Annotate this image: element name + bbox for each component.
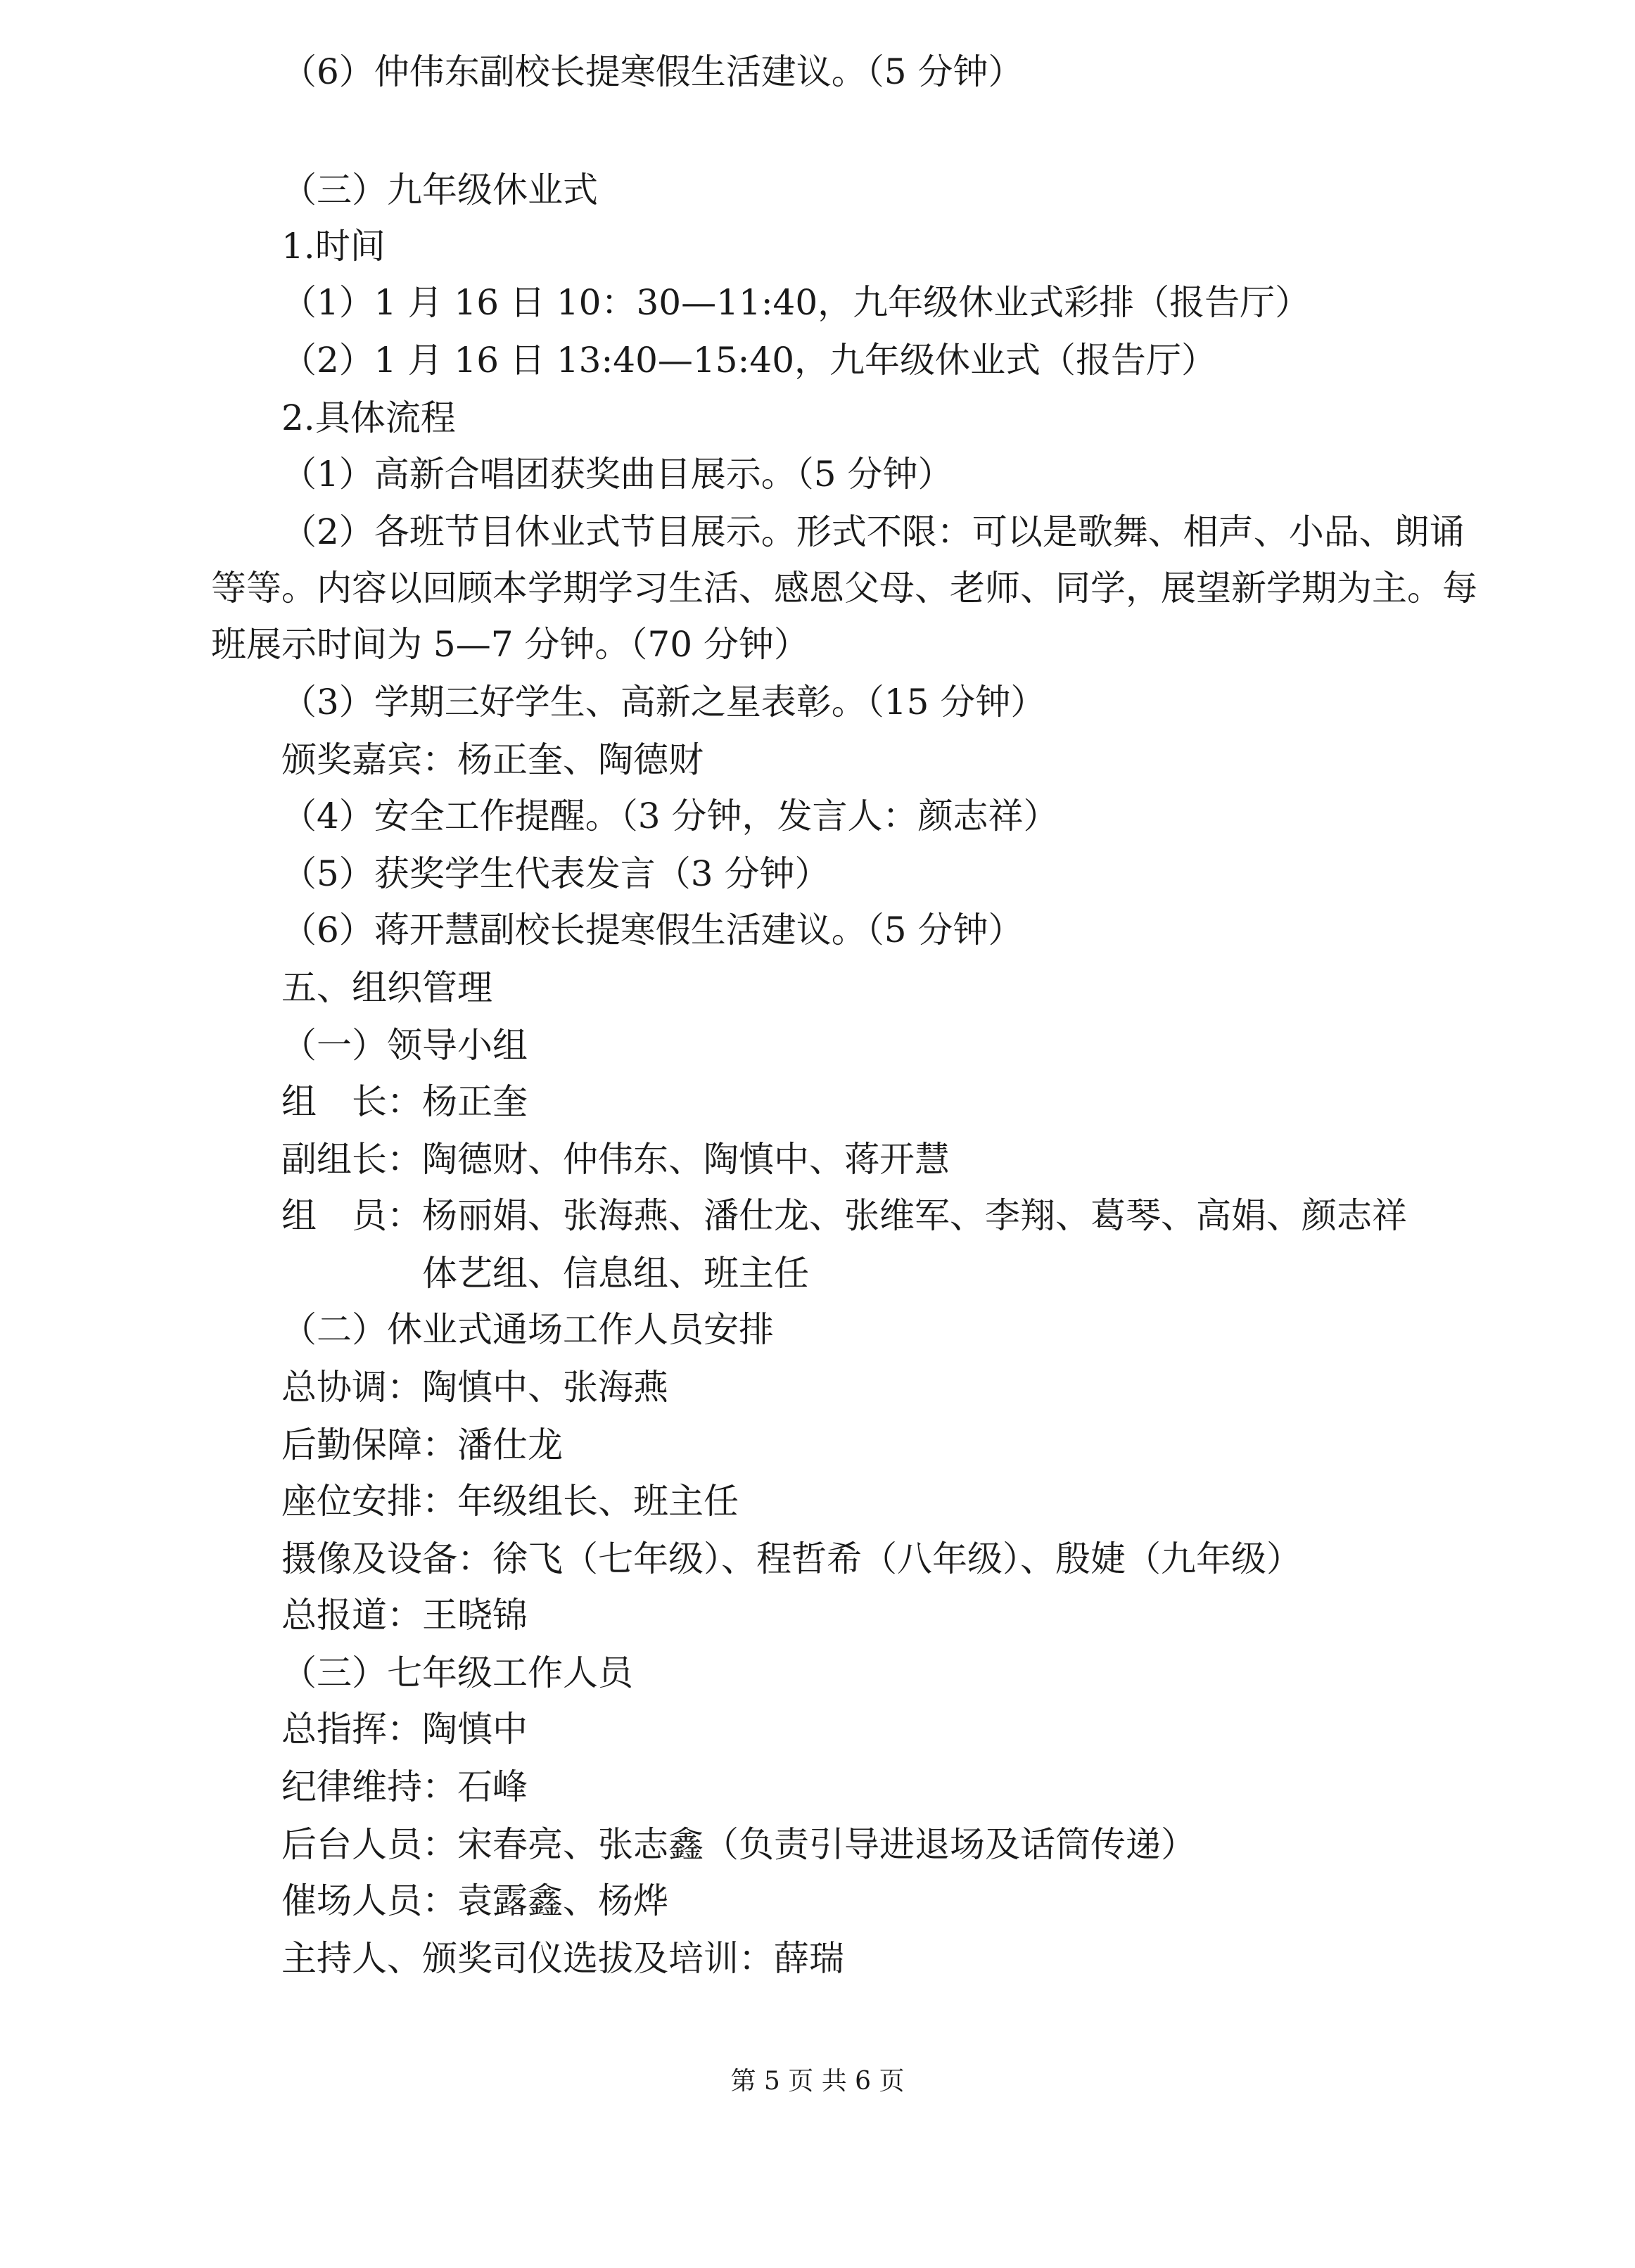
section-heading: 五、组织管理 (281, 967, 492, 1008)
text-line: （三）七年级工作人员 (281, 1652, 633, 1693)
text-line: 1.时间 (281, 226, 386, 267)
text-line: 颁奖嘉宾：杨正奎、陶德财 (281, 739, 704, 780)
text-line: 座位安排：年级组长、班主任 (281, 1481, 739, 1522)
text-line: 催场人员：袁露鑫、杨烨 (281, 1880, 668, 1921)
text-line: 组 员：杨丽娟、张海燕、潘仕龙、张维军、李翔、葛琴、高娟、颜志祥 (281, 1195, 1407, 1236)
text-line: 总报道：王晓锦 (281, 1595, 528, 1636)
text-line: 主持人、颁奖司仪选拔及培训：薛瑞 (281, 1938, 844, 1979)
section-heading: （三）九年级休业式 (281, 170, 598, 210)
text-line: 总指挥：陶慎中 (281, 1709, 528, 1750)
text-line: 副组长：陶德财、仲伟东、陶慎中、蒋开慧 (281, 1139, 950, 1180)
text-line: （6）仲伟东副校长提寒假生活建议。（5 分钟） (281, 51, 1024, 92)
text-line: （1）高新合唱团获奖曲目展示。（5 分钟） (281, 454, 953, 495)
text-line: 班展示时间为 5—7 分钟。（70 分钟） (211, 624, 809, 665)
text-line: （一）领导小组 (281, 1025, 528, 1066)
page-footer: 第 5 页 共 6 页 (730, 2067, 905, 2096)
text-line: （4）安全工作提醒。（3 分钟，发言人：颜志祥） (281, 796, 1059, 836)
text-line: （3）学期三好学生、高新之星表彰。（15 分钟） (281, 682, 1046, 722)
text-line: 组 长：杨正奎 (281, 1081, 528, 1122)
text-line: （5）获奖学生代表发言（3 分钟） (281, 853, 830, 894)
text-line: （6）蒋开慧副校长提寒假生活建议。（5 分钟） (281, 910, 1024, 950)
text-line: 摄像及设备：徐飞（七年级）、程哲希（八年级）、殷婕（九年级） (281, 1538, 1302, 1579)
text-line: 体艺组、信息组、班主任 (422, 1253, 809, 1294)
text-line: 纪律维持：石峰 (281, 1766, 528, 1807)
text-line: 总协调：陶慎中、张海燕 (281, 1367, 668, 1408)
text-line: （2）1 月 16 日 13:40—15:40，九年级休业式（报告厅） (281, 340, 1217, 381)
text-line: 后勤保障：潘仕龙 (281, 1425, 563, 1465)
text-line: （2）各班节目休业式节目展示。形式不限：可以是歌舞、相声、小品、朗诵 (281, 511, 1465, 552)
text-line: 后台人员：宋春亮、张志鑫（负责引导进退场及话筒传递） (281, 1824, 1196, 1865)
text-line: （二）休业式通场工作人员安排 (281, 1309, 774, 1350)
text-line: （1）1 月 16 日 10：30—11:40，九年级休业式彩排（报告厅） (281, 282, 1311, 323)
text-line: 2.具体流程 (281, 397, 456, 438)
text-line: 等等。内容以回顾本学期学习生活、感恩父母、老师、同学，展望新学期为主。每 (211, 568, 1477, 609)
